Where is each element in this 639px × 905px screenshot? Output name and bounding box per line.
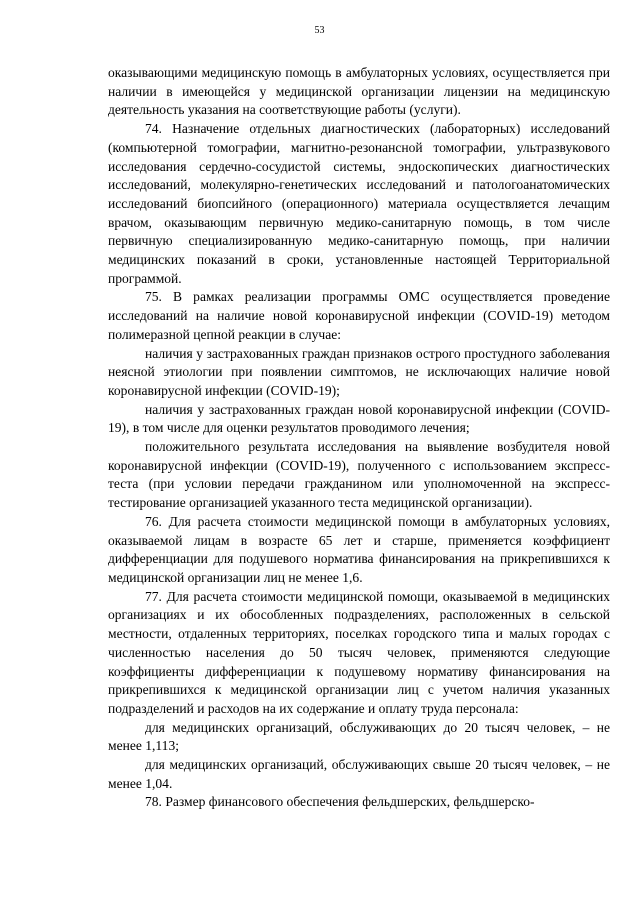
- paragraph-78: 78. Размер финансового обеспечения фельдшерских, фельдшерско-: [145, 794, 535, 810]
- paragraph-continuation: оказывающими медицинскую помощь в амбулаторных условиях, осуществляется при наличии в имеющейся у медицинской организации лицензии на медицинскую деятельность указания на соответствующие работы (услуги).: [108, 65, 610, 118]
- paragraph-75: 75. В рамках реализации программы ОМС осуществляется проведение исследований на наличие новой коронавирусной инфекции (COVID-19) методом полимеразной цепной реакции в случае:: [108, 289, 610, 342]
- page-number: 53: [314, 25, 325, 36]
- paragraph-75-case-3: положительного результата исследования на выявление возбудителя новой коронавирусной инфекции (COVID-19), полученного с использованием экспресс-теста (при условии передачи гражданином или уполномоченной на экспресс-тестирование организацией указанного теста медицинской организации).: [108, 439, 610, 511]
- paragraph-76: 76. Для расчета стоимости медицинской помощи в амбулаторных условиях, оказываемой лицам в возрасте 65 лет и старше, применяется коэффициент дифференциации для подушевого норматива финансирования на прикрепившихся к медицинской организации лиц не менее 1,6.: [108, 513, 610, 585]
- paragraph-75-case-1: наличия у застрахованных граждан признаков острого простудного заболевания неясной этиологии при появлении симптомов, не исключающих наличие новой коронавирусной инфекции (COVID-19);: [108, 345, 610, 398]
- paragraph-77-item-1: для медицинских организаций, обслуживающих до 20 тысяч человек, – не менее 1,113;: [108, 719, 610, 754]
- paragraph-77-item-2: для медицинских организаций, обслуживающих свыше 20 тысяч человек, – не менее 1,04.: [108, 757, 610, 791]
- paragraph-75-case-2: наличия у застрахованных граждан новой коронавирусной инфекции (COVID-19), в том числе для оценки результатов проводимого лечения;: [108, 401, 610, 436]
- paragraph-77: 77. Для расчета стоимости медицинской помощи, оказываемой в медицинских организациях и их обособленных подразделениях, расположенных в сельской местности, отдаленных территориях, поселках городского типа и малых городах с численностью населения до 50 тысяч человек, применяются следующие коэффициенты дифференциации к подушевому нормативу финансирования на прикрепившихся к медицинской организации лиц с учетом наличия указанных подразделений и расходов на их содержание и оплату труда персонала:: [108, 588, 610, 716]
- paragraph-74: 74. Назначение отдельных диагностических (лабораторных) исследований (компьютерной томографии, магнитно-резонансной томографии, ультразвукового исследования сердечно-сосудистой системы, эндоскопических диагностических исследований, молекулярно-генетических исследований и патологоанатомических исследований биопсийного (операционного) материала осуществляется лечащим врачом, оказывающим первичную медико-санитарную помощь, в том числе первичную специализированную медико-санитарную помощь, при наличии медицинских показаний в сроки, установленные настоящей Территориальной программой.: [108, 121, 610, 286]
- body-text: [108, 64, 610, 812]
